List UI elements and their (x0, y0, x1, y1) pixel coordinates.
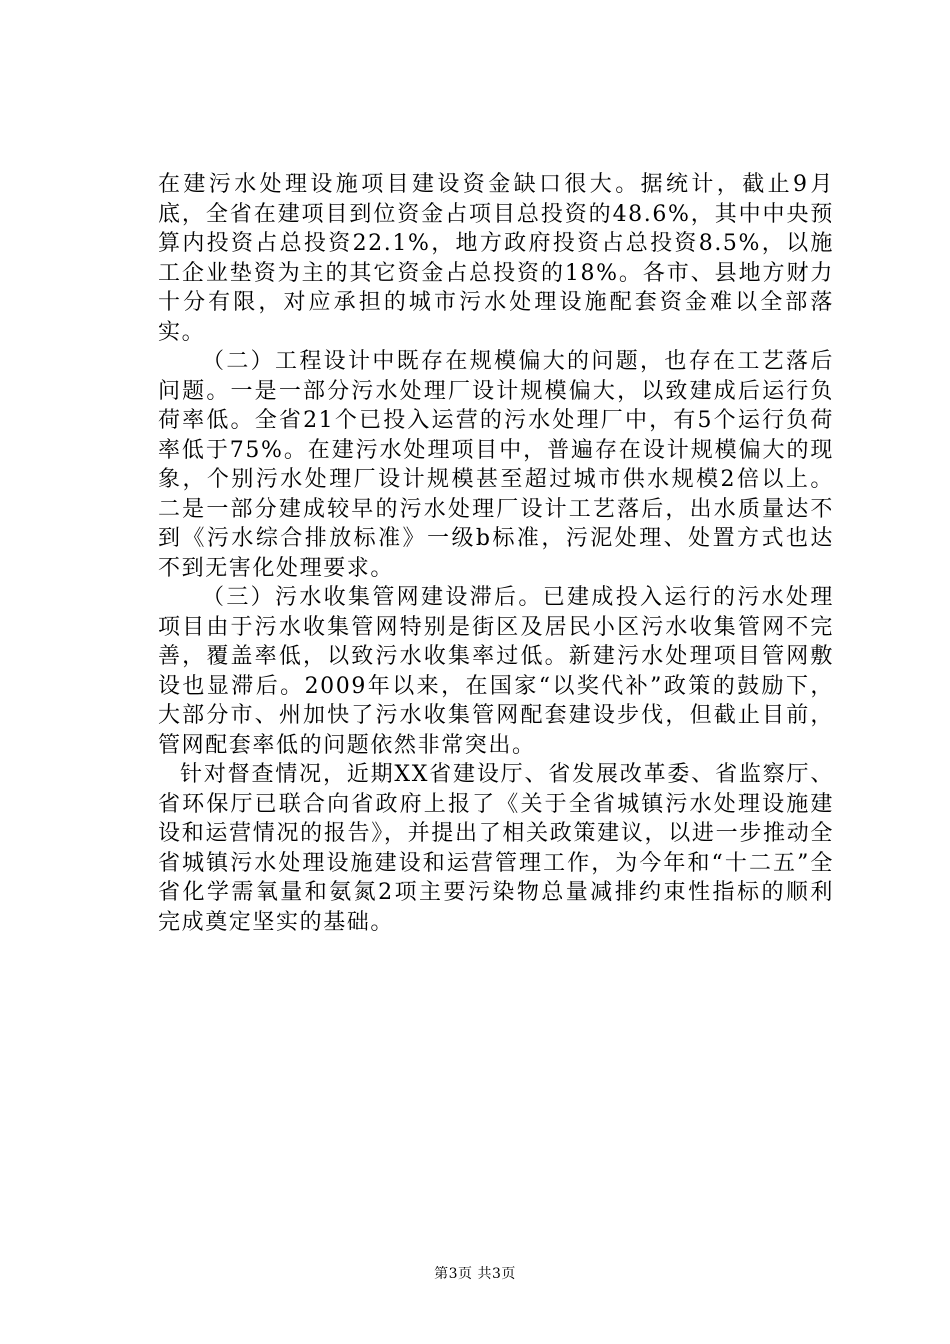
page-number-footer: 第3页 共3页 (434, 1266, 516, 1282)
paragraph-conclusion: 针对督查情况，近期XX省建设厅、省发展改革委、省监察厅、省环保厅已联合向省政府上报了《关于全省城镇污水处理设施建设和运营情况的报告》，并提出了相关政策建议，以进一步推动全省城镇污水处理设施建设和运营管理工作，为今年和“十二五”全省化学需氧量和氨氮2项主要污染物总量减排约束性指标的顺利完成奠定坚实的基础。 (158, 762, 834, 935)
paragraph-pipe-network: （三）污水收集管网建设滞后。已建成投入运行的污水处理项目由于污水收集管网特别是街区及居民小区污水收集管网不完善，覆盖率低，以致污水收集率过低。新建污水处理项目管网敷设也显滞后。2009年以来，在国家“以奖代补”政策的鼓励下，大部分市、州加快了污水收集管网配套建设步伐，但截止目前，管网配套率低的问题依然非常突出。 (158, 585, 834, 758)
paragraph-design-issues: （二）工程设计中既存在规模偏大的问题，也存在工艺落后问题。一是一部分污水处理厂设计规模偏大，以致建成后运行负荷率低。全省21个已投入运营的污水处理厂中，有5个运行负荷率低于75%。在建污水处理项目中，普遍存在设计规模偏大的现象，个别污水处理厂设计规模甚至超过城市供水规模2倍以上。二是一部分建成较早的污水处理厂设计工艺落后，出水质量达不到《污水综合排放标准》一级b标准，污泥处理、处置方式也达不到无害化处理要求。 (158, 349, 834, 581)
paragraph-funding-gap: 在建污水处理设施项目建设资金缺口很大。据统计，截止9月底，全省在建项目到位资金占项目总投资的48.6%，其中中央预算内投资占总投资22.1%，地方政府投资占总投资8.5%，以施工企业垫资为主的其它资金占总投资的18%。各市、县地方财力十分有限，对应承担的城市污水处理设施配套资金难以全部落实。 (158, 172, 834, 345)
document-body (158, 170, 834, 937)
